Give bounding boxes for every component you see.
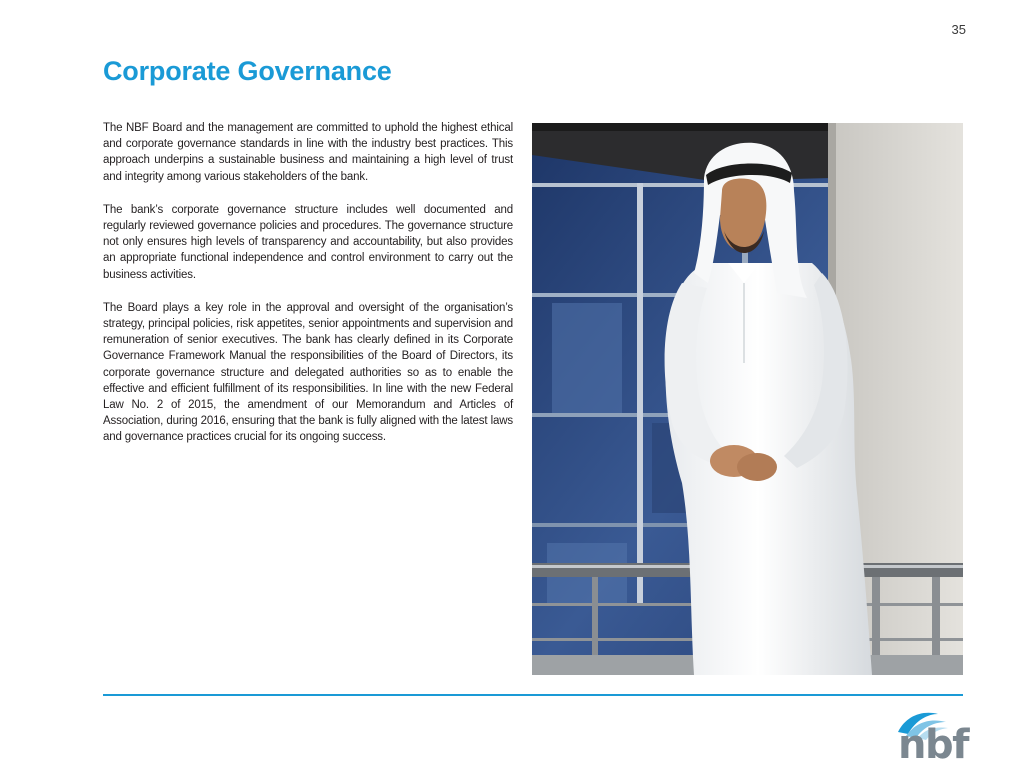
paragraph-3: The Board plays a key role in the approval and oversight of the organisation’s strategy, principal policies, risk appetites, senior appointments and supervision and remuneration of senior executives. The bank has clearly defined in its Corporate Governance Framework Manual the responsibilities of the Board of Directors, its corporate governance structure and delegated authorities so as to enable the effective and efficient fulfillment of its responsibilities. In line with the new Federal Law No. 2 of 2015, the amendment of our Memorandum and Articles of Association, during 2016, ensuring that the bank is fully aligned with the latest laws and governance practices crucial for its ongoing success. [103,301,513,444]
nbf-logo-text: nbf [898,722,969,768]
paragraph-2: The bank’s corporate governance structure includes well documented and regularly reviewed governance policies and procedures. The governance structure not only ensures high levels of transparency and accountability, but also provides an appropriate functional independence and control environment to carry out the business activities. [103,203,513,281]
photo-man-in-kandura [532,123,963,675]
nbf-logo [888,706,968,768]
page-number: 35 [951,22,966,37]
paragraph-1: The NBF Board and the management are committed to uphold the highest ethical and corporate governance standards in line with the industry best practices. This approach underpins a sustainable business and maintaining a high level of trust and integrity among various stakeholders of the bank. [103,122,513,183]
body-text [103,120,513,463]
footer-divider [103,694,963,696]
page-title: Corporate Governance [103,56,392,86]
